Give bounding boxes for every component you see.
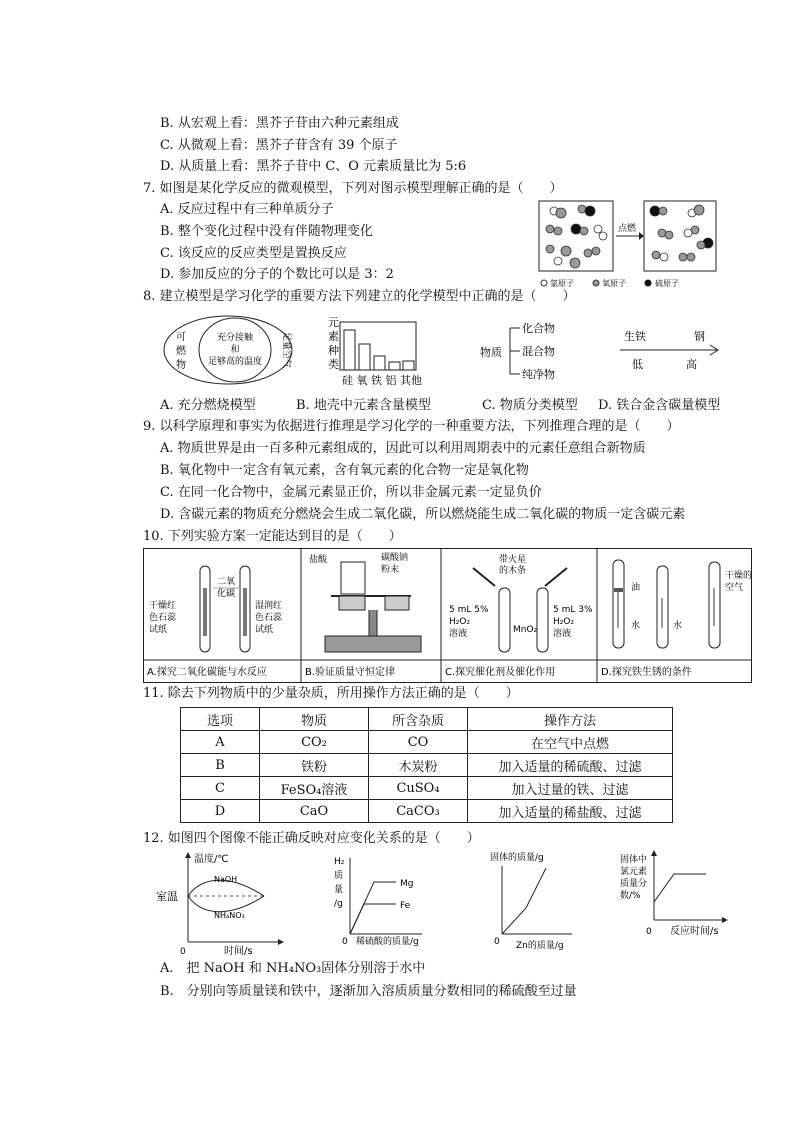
- q11-cell: A: [181, 731, 260, 754]
- q7-legend-2: 氧原子: [602, 279, 626, 288]
- q10-c-right-2: H₂O₂: [553, 617, 575, 627]
- q8-a-left-2: 燃: [176, 346, 186, 357]
- q10-c-left-1: 5 mL 5%: [449, 605, 489, 615]
- q10-a-gas-2: 化碳: [217, 589, 236, 599]
- q11-cell: CaO: [260, 800, 369, 823]
- q8-d-left-top: 生铁: [624, 330, 646, 343]
- q7-option-c: C. 该反应的反应类型是置换反应: [160, 246, 347, 261]
- q7-reaction-figure: [538, 199, 724, 291]
- q8-a-left-3: 物: [176, 360, 186, 371]
- q12-g1-ref: 室温: [156, 890, 178, 903]
- q8-d-right-top: 钢: [694, 330, 705, 343]
- q12-g2-ylabel-2: 质: [334, 871, 344, 881]
- q10-c-right-1: 5 mL 3%: [553, 605, 593, 615]
- q10-c-top-1: 带火星: [499, 555, 527, 565]
- q8-option-a: A. 充分燃烧模型: [160, 398, 256, 413]
- q10-d-air-2: 空气: [725, 583, 744, 593]
- q12-g1-s1: NaOH: [214, 875, 238, 884]
- q10-stem: 10. 下列实验方案一定能达到目的是（ ）: [143, 529, 402, 544]
- q10-caption-b: B.验证质量守恒定律: [305, 667, 396, 678]
- q9-option-c: C. 在同一化合物中，金属元素显正价，所以非金属元素一定显负价: [160, 485, 542, 500]
- q12-g1-xlabel: 时间/s: [224, 946, 253, 956]
- q11-cell: CuSO₄: [369, 777, 468, 800]
- q11-cell: CO: [369, 731, 468, 754]
- q8-a-right: 足量空气: [281, 332, 291, 369]
- q12-g4-xlabel: 反应时间/s: [670, 926, 719, 937]
- q7-option-a: A. 反应过程中有三种单质分子: [160, 202, 334, 217]
- q10-b-salt-2: 粉末: [381, 565, 400, 575]
- q8-figures: [158, 312, 740, 394]
- q10-a-right-2: 色石蕊: [255, 613, 283, 623]
- q12-option-b: B. 分别向等质量镁和铁中，逐渐加入溶质质量分数相同的稀硫酸至过量: [160, 984, 577, 999]
- q12-g2-xlabel: 稀硫酸的质量/g: [356, 937, 419, 947]
- q12-g1-origin: 0: [180, 947, 186, 956]
- q8-c-root: 物质: [480, 346, 502, 359]
- q11-header-3: 所含杂质: [369, 708, 468, 731]
- q8-b-categories: 硅 氧 铁 铝 其他: [342, 374, 422, 387]
- q12-g3-origin: 0: [494, 937, 500, 947]
- q10-caption-d: D.探究铁生锈的条件: [601, 667, 692, 678]
- q12-g1-ylabel: 温度/℃: [194, 854, 229, 865]
- q7-arrow-label: 点燃: [618, 224, 637, 234]
- q11-header-2: 物质: [260, 708, 369, 731]
- q8-option-d: D. 铁合金含碳量模型: [598, 398, 721, 413]
- q10-d-oil: 油: [631, 583, 641, 593]
- q8-option-c: C. 物质分类模型: [482, 398, 578, 413]
- q12-stem: 12. 如图四个图像不能正确反映对应变化关系的是（ ）: [143, 831, 480, 846]
- q11-cell: 在空气中点燃: [468, 731, 673, 754]
- q12-g4-ylabel-2: 氯元素: [620, 867, 648, 877]
- q10-c-left-2: H₂O₂: [449, 617, 471, 627]
- q10-c-mid: MnO₂: [513, 625, 538, 635]
- q10-d-water-1: 水: [631, 621, 641, 631]
- q10-caption-a: A.探究二氧化碳能与水反应: [147, 667, 267, 678]
- q10-a-left-3: 试纸: [149, 625, 168, 635]
- q12-g2-ylabel-3: 量: [334, 885, 344, 895]
- q11-header-1: 选项: [181, 708, 260, 731]
- q10-d-air-1: 干燥的: [725, 571, 753, 581]
- q8-b-ylabel-3: 种: [328, 344, 339, 357]
- q12-g2-origin: 0: [342, 937, 348, 947]
- q7-legend-1: 氯原子: [550, 279, 574, 288]
- q6-option-b: B. 从宏观上看：黑芥子苷由六种元素组成: [160, 116, 399, 131]
- q10-c-left-3: 溶液: [449, 629, 468, 639]
- q12-g4-ylabel-1: 固体中: [620, 855, 648, 865]
- q9-option-d: D. 含碳元素的物质充分燃烧会生成二氧化碳，所以燃烧能生成二氧化碳的物质一定含碳元素: [160, 507, 686, 522]
- q11-cell: 加入适量的稀硫酸、过滤: [468, 754, 673, 777]
- q10-c-right-3: 溶液: [553, 629, 572, 639]
- q11-cell: CaCO₃: [369, 800, 468, 823]
- q11-cell: B: [181, 754, 260, 777]
- q8-a-center-2: 和: [230, 345, 240, 355]
- q9-option-b: B. 氧化物中一定含有氧元素，含有氧元素的化合物一定是氧化物: [160, 463, 529, 478]
- q11-cell: 加入过量的铁、过滤: [468, 777, 673, 800]
- q6-option-c: C. 从微观上看：黑芥子苷含有 39 个原子: [160, 138, 398, 153]
- q12-g4-ylabel-3: 质量分: [620, 879, 648, 889]
- q10-a-right-3: 试纸: [255, 625, 274, 635]
- q11-cell: 铁粉: [260, 754, 369, 777]
- q11-header-4: 操作方法: [468, 708, 673, 731]
- q11-cell: 加入适量的稀盐酸、过滤: [468, 800, 673, 823]
- q10-b-salt-1: 碳酸钠: [381, 553, 409, 563]
- q10-caption-c: C.探究催化剂及催化作用: [445, 667, 556, 678]
- q8-d-right-bottom: 高: [686, 358, 697, 371]
- q7-stem: 7. 如图是某化学反应的微观模型，下列对图示模型理解正确的是（ ）: [143, 181, 563, 196]
- q8-stem: 8. 建立模型是学习化学的重要方法下列建立的化学模型中正确的是（ ）: [143, 289, 576, 304]
- q8-b-ylabel-2: 素: [328, 330, 339, 343]
- q10-a-left-1: 干燥红: [149, 601, 177, 611]
- q9-stem: 9. 以科学原理和事实为依据进行推理是学习化学的一种重要方法，下列推理合理的是（ ）: [143, 419, 680, 434]
- q11-cell: 木炭粉: [369, 754, 468, 777]
- q6-option-d: D. 从质量上看：黑芥子苷中 C、O 元素质量比为 5:6: [160, 159, 467, 174]
- q12-g3-ylabel: 固体的质量/g: [490, 853, 544, 863]
- q10-a-left-2: 色石蕊: [149, 613, 177, 623]
- q11-stem: 11. 除去下列物质中的少量杂质，所用操作方法正确的是（ ）: [143, 686, 519, 701]
- q10-b-acid: 盐酸: [309, 555, 328, 565]
- q7-option-d: D. 参加反应的分子的个数比可以是 3：2: [160, 267, 394, 282]
- q11-cell: C: [181, 777, 260, 800]
- q10-d-water-2: 水: [673, 621, 683, 631]
- q8-c-item-1: 化合物: [522, 322, 555, 335]
- q11-cell: D: [181, 800, 260, 823]
- q8-a-center-1: 充分接触: [216, 333, 254, 343]
- q12-g2-s2: Fe: [400, 901, 411, 911]
- q12-g2-ylabel-1: H₂: [334, 857, 345, 867]
- q8-b-ylabel-4: 类: [328, 358, 339, 371]
- q10-experiments: [143, 548, 753, 686]
- q8-c-item-3: 纯净物: [522, 368, 555, 381]
- q10-a-gas-1: 二氧: [217, 577, 236, 587]
- q11-cell: FeSO₄溶液: [260, 777, 369, 800]
- q8-option-b: B. 地壳中元素含量模型: [296, 398, 431, 413]
- q12-graphs: [150, 848, 730, 956]
- q8-d-left-bottom: 低: [632, 358, 643, 371]
- q12-g1-s2: NH₄NO₃: [214, 911, 245, 920]
- q11-cell: CO₂: [260, 731, 369, 754]
- q12-g4-origin: 0: [646, 927, 652, 937]
- q12-g2-ylabel-4: /g: [334, 899, 343, 909]
- q8-a-left-1: 可: [176, 332, 186, 343]
- q8-b-ylabel-1: 元: [328, 316, 339, 329]
- q10-a-right-1: 湿润红: [255, 601, 283, 611]
- q8-b-chart: [328, 316, 422, 387]
- q9-option-a: A. 物质世界是由一百多种元素组成的，因此可以利用周期表中的元素任意组合新物质: [160, 441, 646, 456]
- q8-c-item-2: 混合物: [522, 345, 555, 358]
- q10-c-top-2: 的木条: [499, 566, 527, 576]
- q8-a-center-3: 足够高的温度: [207, 357, 263, 367]
- q12-g4-ylabel-4: 数/%: [620, 891, 641, 901]
- q12-option-a: A. 把 NaOH 和 NH₄NO₃固体分别溶于水中: [160, 961, 426, 976]
- q11-table: [180, 707, 673, 823]
- q12-g2-s1: Mg: [400, 879, 414, 889]
- q7-option-b: B. 整个变化过程中没有伴随物理变化: [160, 224, 373, 239]
- q12-g3-xlabel: Zn的质量/g: [516, 941, 564, 951]
- q7-legend-3: 硫原子: [655, 279, 679, 288]
